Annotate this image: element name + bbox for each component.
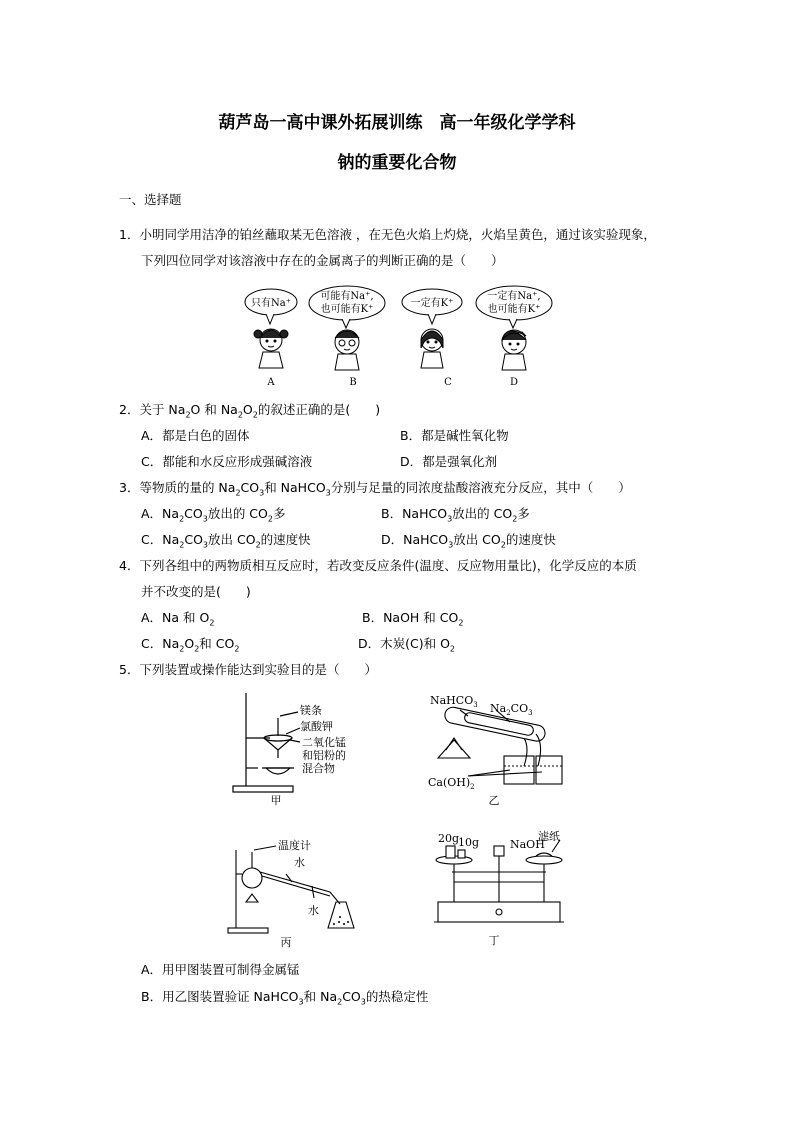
q5-yi-label-na2co3: $Na_2CO_3$: [490, 702, 533, 717]
q5-yi-label-nahco3: NaHCO$_3$: [430, 694, 478, 709]
q4-option-c: C．$Na_2O_2$和 $CO_2$: [141, 636, 240, 654]
q1-bubble-d-text1: 一定有Na⁺,: [487, 291, 541, 302]
q5-ding-label-20g: 20g: [438, 832, 460, 845]
q2-option-a: A．都是白色的固体: [141, 428, 250, 443]
q1-letter-a: A: [267, 377, 275, 388]
q5-option-a: A．用甲图装置可制得金属锰: [141, 962, 300, 977]
q5-ding-label-naoh: NaOH: [510, 838, 545, 851]
q1-bubble-a-text: 只有Na⁺: [251, 298, 291, 309]
q5-jia-label-mno2: 二氧化锰: [302, 736, 346, 749]
q5-bing-label-thermometer: 温度计: [278, 839, 311, 852]
q4-stem-line1: 4．下列各组中的两物质相互反应时，若改变反应条件(温度、反应物用量比)，化学反应的本质: [119, 558, 637, 573]
q1-child-a-illustration: [254, 329, 288, 368]
q4-option-d: D．木炭(C)和 $O_2$: [358, 636, 456, 654]
q1-stem-line1: 1．小明同学用洁净的铂丝蘸取某无色溶液 ，在无色火焰上灼烧，火焰呈黄色，通过该实验现象，: [119, 227, 656, 242]
q1-letter-b: B: [349, 377, 357, 388]
q5-yi-caption: 乙: [488, 794, 500, 807]
q5-stem: 5．下列装置或操作能达到实验目的是（ ）: [119, 662, 377, 677]
q5-jia-label-kclo3: 氯酸钾: [300, 720, 333, 733]
q1-letter-c: C: [444, 377, 452, 388]
q4-option-a: A．Na 和 $O_2$: [141, 610, 215, 628]
q5-bing-caption: 丙: [280, 936, 292, 949]
document-subtitle: 钠的重要化合物: [337, 153, 457, 173]
q1-bubble-b-text2: 也可能有K⁺: [320, 304, 374, 315]
q5-jia-label-mg: 镁条: [300, 704, 322, 717]
q5-ding-caption: 丁: [488, 934, 500, 947]
q2-option-b: B．都是碱性氧化物: [400, 428, 509, 443]
q5-yi-label-caoh2: $Ca(OH)_2$: [428, 776, 475, 791]
q1-child-b-illustration: [335, 330, 359, 370]
section-heading: 一、选择题: [119, 192, 182, 207]
q5-bing-label-water-in: 水: [294, 856, 305, 869]
q1-bubble-b-text1: 可能有Na⁺,: [320, 291, 374, 302]
q5-option-b: B．用乙图装置验证 NaHCO$_3$和 $Na_2CO_3$的热稳定性: [141, 989, 429, 1007]
q3-stem: 3．等物质的量的 $Na_2CO_3$和 NaHCO$_3$分别与足量的同浓度盐酸溶液充分反应，其中（ ）: [119, 480, 631, 498]
q4-option-b: B．NaOH 和 $CO_2$: [362, 610, 464, 628]
q5-jia-caption: 甲: [270, 794, 282, 807]
q1-letter-d: D: [509, 377, 519, 388]
q5-figure-bing: [226, 832, 366, 950]
document-title: 葫芦岛一高中课外拓展训练 高一年级化学学科: [218, 113, 576, 133]
q1-stem-line2: 下列四位同学对该溶液中存在的金属离子的判断正确的是（ ）: [141, 253, 504, 268]
q3-option-c: C．$Na_2CO_3$放出 $CO_2$的速度快: [141, 532, 311, 550]
q3-option-d: D．NaHCO$_3$放出 $CO_2$的速度快: [381, 532, 556, 550]
q1-bubble-c-text: 一定有K⁺: [410, 298, 454, 309]
q4-stem-line2: 并不改变的是( ): [141, 584, 251, 599]
q2-stem: 2．关于 $Na_2O$ 和 $Na_2O_2$的叙述正确的是( ): [119, 402, 381, 420]
q1-child-d-illustration: [502, 330, 526, 370]
q3-option-a: A．$Na_2CO_3$放出的 $CO_2$多: [141, 506, 286, 524]
q5-figure-ding: [424, 826, 574, 948]
q1-child-c-illustration: [421, 329, 443, 368]
q5-jia-label-al: 和铝粉的: [302, 749, 346, 762]
q5-jia-label-mix: 混合物: [302, 762, 335, 775]
q5-ding-label-10g: 10g: [458, 836, 480, 849]
q5-figure-yi: [424, 688, 574, 808]
q5-ding-label-filter-paper: 滤纸: [538, 830, 560, 843]
q3-option-b: B．NaHCO$_3$放出的 $CO_2$多: [381, 506, 530, 524]
q1-bubble-d-text2: 也可能有K⁺: [487, 304, 541, 315]
q1-figure: [236, 282, 556, 392]
q2-option-d: D．都是强氧化剂: [400, 454, 498, 469]
q2-option-c: C．都能和水反应形成强碱溶液: [141, 454, 313, 469]
q5-bing-label-water-out: 水: [308, 904, 319, 917]
q5-figure-jia: [228, 688, 368, 808]
